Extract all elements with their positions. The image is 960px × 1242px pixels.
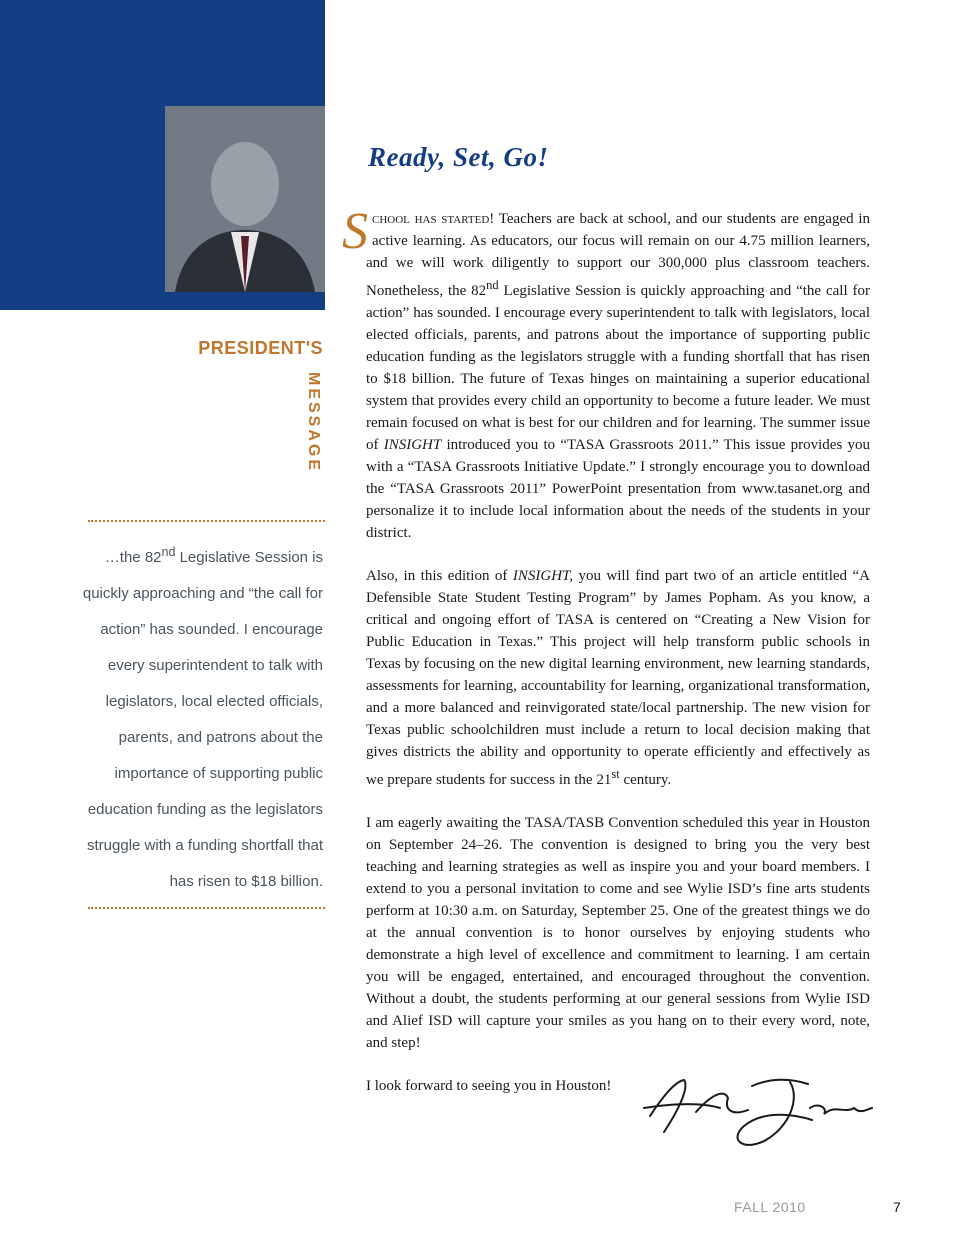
publication-title: INSIGHT: [383, 437, 442, 453]
superscript: st: [611, 767, 620, 781]
section-subtitle: MESSAGE: [305, 372, 322, 474]
president-photo: [165, 106, 325, 292]
pull-quote-superscript: nd: [161, 545, 176, 559]
issue-label: FALL 2010: [734, 1199, 806, 1215]
paragraph-text: Also, in this edition of: [366, 568, 513, 584]
signature: [640, 1068, 875, 1154]
article-paragraph-2: [366, 565, 870, 791]
article-paragraph-3: I am eagerly awaiting the TASA/TASB Convention scheduled this year in Houston on September 24–26. The convention is designed to bring you the very best teaching and learning strategies as well as inspire you and your board members. I extend to you a personal invitation to come and see Wylie ISD’s fine arts students perform at 10:30 a.m. on Saturday, September 25. One of the greatest things we do at the annual convention is to honor ourselves by enjoying students who demonstrate a high level of excellence and commitment to learning. I am certain you will be engaged, entertained, and encouraged throughout the convention. Without a doubt, the students performing at our general sessions from Wylie ISD and Alief ISD will capture your smiles as you hang on to their every word, note, and step!: [366, 815, 870, 1051]
pull-quote-text-before: …the 82: [104, 549, 162, 566]
pull-quote-text-after: Legislative Session is quickly approaching and “the call for action” has sounded. I encourage every superintendent to talk with legislators, local elected officials, parents, and patrons about the importance of supporting public education funding as the legislators struggle with a funding shortfall that has risen to $18 billion.: [82, 549, 323, 890]
article-paragraph-4: I look forward to seeing you in Houston!: [366, 1078, 612, 1094]
page-number: 7: [893, 1199, 901, 1215]
article-body: [342, 203, 870, 1118]
section-title: PRESIDENT'S: [198, 338, 323, 358]
portrait-placeholder: [165, 106, 325, 292]
article-headline: Ready, Set, Go!: [368, 142, 549, 172]
paragraph-text: Legislative Session is quickly approaching and “the call for action” has sounded. I encourage every superintendent to talk with legislators, local elected officials, parents, and patrons about the importance of supporting public education funding as the legislators struggle with a funding shortfall that has risen to $18 billion. The future of Texas hinges on maintaining a superior educational system that provides every child an opportunity to become a future leader. We must remain focused on what is best for our children and for learning. The summer issue of: [366, 283, 870, 453]
pull-quote: [60, 534, 323, 900]
paragraph-text: Teachers are back at school, and our students are engaged in active learning. As educators, our focus will remain on our 4.75 million learners, and we will work diligently to support our 300,000 plus classroom teachers. Nonetheless, the 82: [366, 211, 870, 299]
lead-in: chool has started!: [372, 211, 495, 227]
article-paragraph-1: [342, 203, 870, 544]
pull-quote-bottom-divider: [88, 907, 325, 909]
paragraph-text: introduced you to “TASA Grassroots 2011.” This issue provides you with a “TASA Grassroots Initiative Update.” I strongly encourage you to download the “TASA Grassroots 2011” PowerPoint presentation from www.tasanet.org and personalize it to include local information about the needs of the students in your district.: [366, 437, 870, 541]
publication-title: INSIGHT,: [512, 568, 574, 584]
paragraph-text: you will find part two of an article entitled “A Defensible State Student Testing Program” by James Popham. As you know, a critical and ongoing effort of TASA is centered on “Creating a New Vision for Public Education in Texas.” This project will help transform public schools in Texas by focusing on the new digital learning environment, new learning standards, assessments for learning, accountability for learning, organizational transformation, and a more balanced and reinvigorated state/local partnership. The new vision for Texas public schoolchildren must include a return to local decision making that gives districts the ability and opportunity to operate efficiently and effectively as we prepare students for success in the 21: [366, 568, 870, 788]
pull-quote-top-divider: [88, 520, 325, 522]
drop-cap: S: [342, 203, 368, 260]
paragraph-text: century.: [619, 772, 672, 788]
superscript: nd: [486, 278, 499, 292]
